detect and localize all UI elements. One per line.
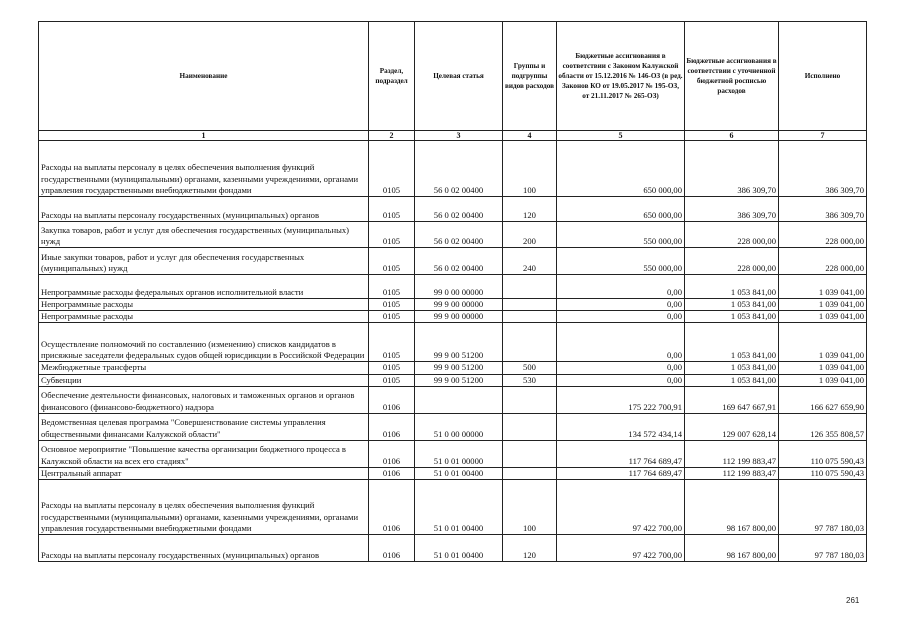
row-target: 99 9 00 00000 <box>415 299 503 311</box>
row-executed: 1 039 041,00 <box>779 311 867 323</box>
row-section: 0105 <box>369 374 415 386</box>
row-executed: 386 309,70 <box>779 197 867 222</box>
row-executed: 110 075 590,43 <box>779 467 867 479</box>
row-group <box>503 467 557 479</box>
row-group <box>503 299 557 311</box>
row-group <box>503 386 557 413</box>
row-target: 56 0 02 00400 <box>415 222 503 248</box>
table-row <box>39 374 867 386</box>
header-name: Наименование <box>39 22 369 131</box>
row-section: 0105 <box>369 141 415 197</box>
row-section: 0106 <box>369 386 415 413</box>
row-group: 100 <box>503 141 557 197</box>
row-refined: 386 309,70 <box>685 141 779 197</box>
column-number: 3 <box>415 131 503 141</box>
table-row <box>39 248 867 275</box>
row-name: Межбюджетные трансферты <box>39 362 369 374</box>
budget-table <box>38 21 867 562</box>
table-row <box>39 480 867 535</box>
row-approved: 0,00 <box>557 374 685 386</box>
row-name: Обеспечение деятельности финансовых, налоговых и таможенных органов и органов финансового (финансово-бюджетного) надзора <box>39 386 369 413</box>
row-name: Закупка товаров, работ и услуг для обеспечения государственных (муниципальных) нужд <box>39 222 369 248</box>
header-approved: Бюджетные ассигнования в соответствии с Законом Калужской области от 15.12.2016 № 146-ОЗ (в ред. Законов КО от 19.05.2017 № 195-ОЗ, от 21.11.2017 № 265-ОЗ) <box>557 22 685 131</box>
row-name: Расходы на выплаты персоналу государственных (муниципальных) органов <box>39 197 369 222</box>
row-approved: 650 000,00 <box>557 141 685 197</box>
table-row <box>39 323 867 362</box>
row-approved: 97 422 700,00 <box>557 535 685 562</box>
row-target: 99 9 00 00000 <box>415 311 503 323</box>
row-refined: 112 199 883,47 <box>685 467 779 479</box>
row-target: 51 0 01 00400 <box>415 535 503 562</box>
row-executed: 97 787 180,03 <box>779 535 867 562</box>
table-row <box>39 440 867 467</box>
row-executed: 1 039 041,00 <box>779 299 867 311</box>
table-row <box>39 467 867 479</box>
row-name: Осуществление полномочий по составлению (изменению) списков кандидатов в присяжные заседатели федеральных судов общей юрисдикции в Российской Федерации <box>39 323 369 362</box>
row-executed: 228 000,00 <box>779 248 867 275</box>
row-section: 0105 <box>369 323 415 362</box>
row-name: Непрограммные расходы <box>39 311 369 323</box>
row-section: 0105 <box>369 311 415 323</box>
row-refined: 129 007 628,14 <box>685 413 779 440</box>
row-approved: 0,00 <box>557 323 685 362</box>
column-number: 7 <box>779 131 867 141</box>
row-refined: 1 053 841,00 <box>685 311 779 323</box>
row-group <box>503 413 557 440</box>
table-row <box>39 222 867 248</box>
table-row <box>39 275 867 299</box>
row-refined: 386 309,70 <box>685 197 779 222</box>
row-approved: 650 000,00 <box>557 197 685 222</box>
row-target: 51 0 01 00400 <box>415 480 503 535</box>
row-name: Расходы на выплаты персоналу в целях обеспечения выполнения функций государственными (муниципальными) органами, казенными учреждениями, органами управления государственными внебюджетными фондами <box>39 480 369 535</box>
row-name: Основное мероприятие "Повышение качества организации бюджетного процесса в Калужской области на всех его стадиях" <box>39 440 369 467</box>
header-refined: Бюджетные ассигнования в соответствии с уточненной бюджетной росписью расходов <box>685 22 779 131</box>
table-row <box>39 386 867 413</box>
row-target: 99 9 00 51200 <box>415 323 503 362</box>
column-number: 2 <box>369 131 415 141</box>
row-refined: 228 000,00 <box>685 222 779 248</box>
row-executed: 126 355 808,57 <box>779 413 867 440</box>
row-refined: 228 000,00 <box>685 248 779 275</box>
row-name: Субвенции <box>39 374 369 386</box>
row-approved: 117 764 689,47 <box>557 440 685 467</box>
row-target <box>415 386 503 413</box>
column-number-row <box>39 131 867 141</box>
header-executed: Исполнено <box>779 22 867 131</box>
row-executed: 228 000,00 <box>779 222 867 248</box>
row-approved: 0,00 <box>557 275 685 299</box>
row-name: Центральный аппарат <box>39 467 369 479</box>
table-row <box>39 299 867 311</box>
row-target: 51 0 00 00000 <box>415 413 503 440</box>
row-approved: 0,00 <box>557 299 685 311</box>
row-name: Ведомственная целевая программа "Совершенствование системы управления общественными финансами Калужской области" <box>39 413 369 440</box>
row-refined: 98 167 800,00 <box>685 480 779 535</box>
table-row <box>39 413 867 440</box>
row-name: Непрограммные расходы <box>39 299 369 311</box>
row-refined: 1 053 841,00 <box>685 362 779 374</box>
row-approved: 0,00 <box>557 311 685 323</box>
row-executed: 1 039 041,00 <box>779 374 867 386</box>
row-target: 99 9 00 51200 <box>415 362 503 374</box>
row-approved: 134 572 434,14 <box>557 413 685 440</box>
row-section: 0106 <box>369 480 415 535</box>
table-row <box>39 311 867 323</box>
row-executed: 97 787 180,03 <box>779 480 867 535</box>
row-section: 0106 <box>369 535 415 562</box>
header-target: Целевая статья <box>415 22 503 131</box>
row-approved: 0,00 <box>557 362 685 374</box>
row-refined: 1 053 841,00 <box>685 374 779 386</box>
row-group <box>503 311 557 323</box>
row-section: 0106 <box>369 413 415 440</box>
row-executed: 1 039 041,00 <box>779 275 867 299</box>
row-name: Расходы на выплаты персоналу государственных (муниципальных) органов <box>39 535 369 562</box>
row-approved: 550 000,00 <box>557 222 685 248</box>
row-section: 0105 <box>369 362 415 374</box>
header-group: Группы и подгруппы видов расходов <box>503 22 557 131</box>
row-section: 0105 <box>369 299 415 311</box>
row-group: 100 <box>503 480 557 535</box>
column-number: 5 <box>557 131 685 141</box>
row-name: Непрограммные расходы федеральных органов исполнительной власти <box>39 275 369 299</box>
row-approved: 117 764 689,47 <box>557 467 685 479</box>
row-name: Расходы на выплаты персоналу в целях обеспечения выполнения функций государственными (муниципальными) органами, казенными учреждениями, органами управления государственными внебюджетными фондами <box>39 141 369 197</box>
header-section: Раздел, подраздел <box>369 22 415 131</box>
table-body <box>39 141 867 562</box>
row-target: 99 9 00 51200 <box>415 374 503 386</box>
row-group: 240 <box>503 248 557 275</box>
row-executed: 386 309,70 <box>779 141 867 197</box>
row-group: 200 <box>503 222 557 248</box>
row-group: 120 <box>503 197 557 222</box>
row-section: 0106 <box>369 440 415 467</box>
page-number: 261 <box>846 596 860 605</box>
column-number: 1 <box>39 131 369 141</box>
row-target: 99 0 00 00000 <box>415 275 503 299</box>
row-name: Иные закупки товаров, работ и услуг для обеспечения государственных (муниципальных) нужд <box>39 248 369 275</box>
row-section: 0105 <box>369 248 415 275</box>
row-refined: 1 053 841,00 <box>685 299 779 311</box>
table-row <box>39 197 867 222</box>
row-group <box>503 275 557 299</box>
row-executed: 1 039 041,00 <box>779 323 867 362</box>
row-group: 120 <box>503 535 557 562</box>
row-refined: 1 053 841,00 <box>685 323 779 362</box>
row-executed: 110 075 590,43 <box>779 440 867 467</box>
row-section: 0105 <box>369 197 415 222</box>
table-row <box>39 362 867 374</box>
row-refined: 1 053 841,00 <box>685 275 779 299</box>
table-row <box>39 141 867 197</box>
row-refined: 98 167 800,00 <box>685 535 779 562</box>
row-target: 56 0 02 00400 <box>415 141 503 197</box>
row-target: 51 0 01 00400 <box>415 467 503 479</box>
row-group <box>503 440 557 467</box>
row-refined: 169 647 667,91 <box>685 386 779 413</box>
row-executed: 166 627 659,90 <box>779 386 867 413</box>
row-approved: 97 422 700,00 <box>557 480 685 535</box>
row-group: 530 <box>503 374 557 386</box>
table-header <box>39 22 867 141</box>
row-approved: 550 000,00 <box>557 248 685 275</box>
row-executed: 1 039 041,00 <box>779 362 867 374</box>
column-number: 6 <box>685 131 779 141</box>
table-row <box>39 535 867 562</box>
row-target: 56 0 02 00400 <box>415 248 503 275</box>
row-section: 0106 <box>369 467 415 479</box>
row-section: 0105 <box>369 222 415 248</box>
row-group <box>503 323 557 362</box>
row-refined: 112 199 883,47 <box>685 440 779 467</box>
row-approved: 175 222 700,91 <box>557 386 685 413</box>
row-target: 56 0 02 00400 <box>415 197 503 222</box>
row-group: 500 <box>503 362 557 374</box>
row-section: 0105 <box>369 275 415 299</box>
row-target: 51 0 01 00000 <box>415 440 503 467</box>
column-number: 4 <box>503 131 557 141</box>
